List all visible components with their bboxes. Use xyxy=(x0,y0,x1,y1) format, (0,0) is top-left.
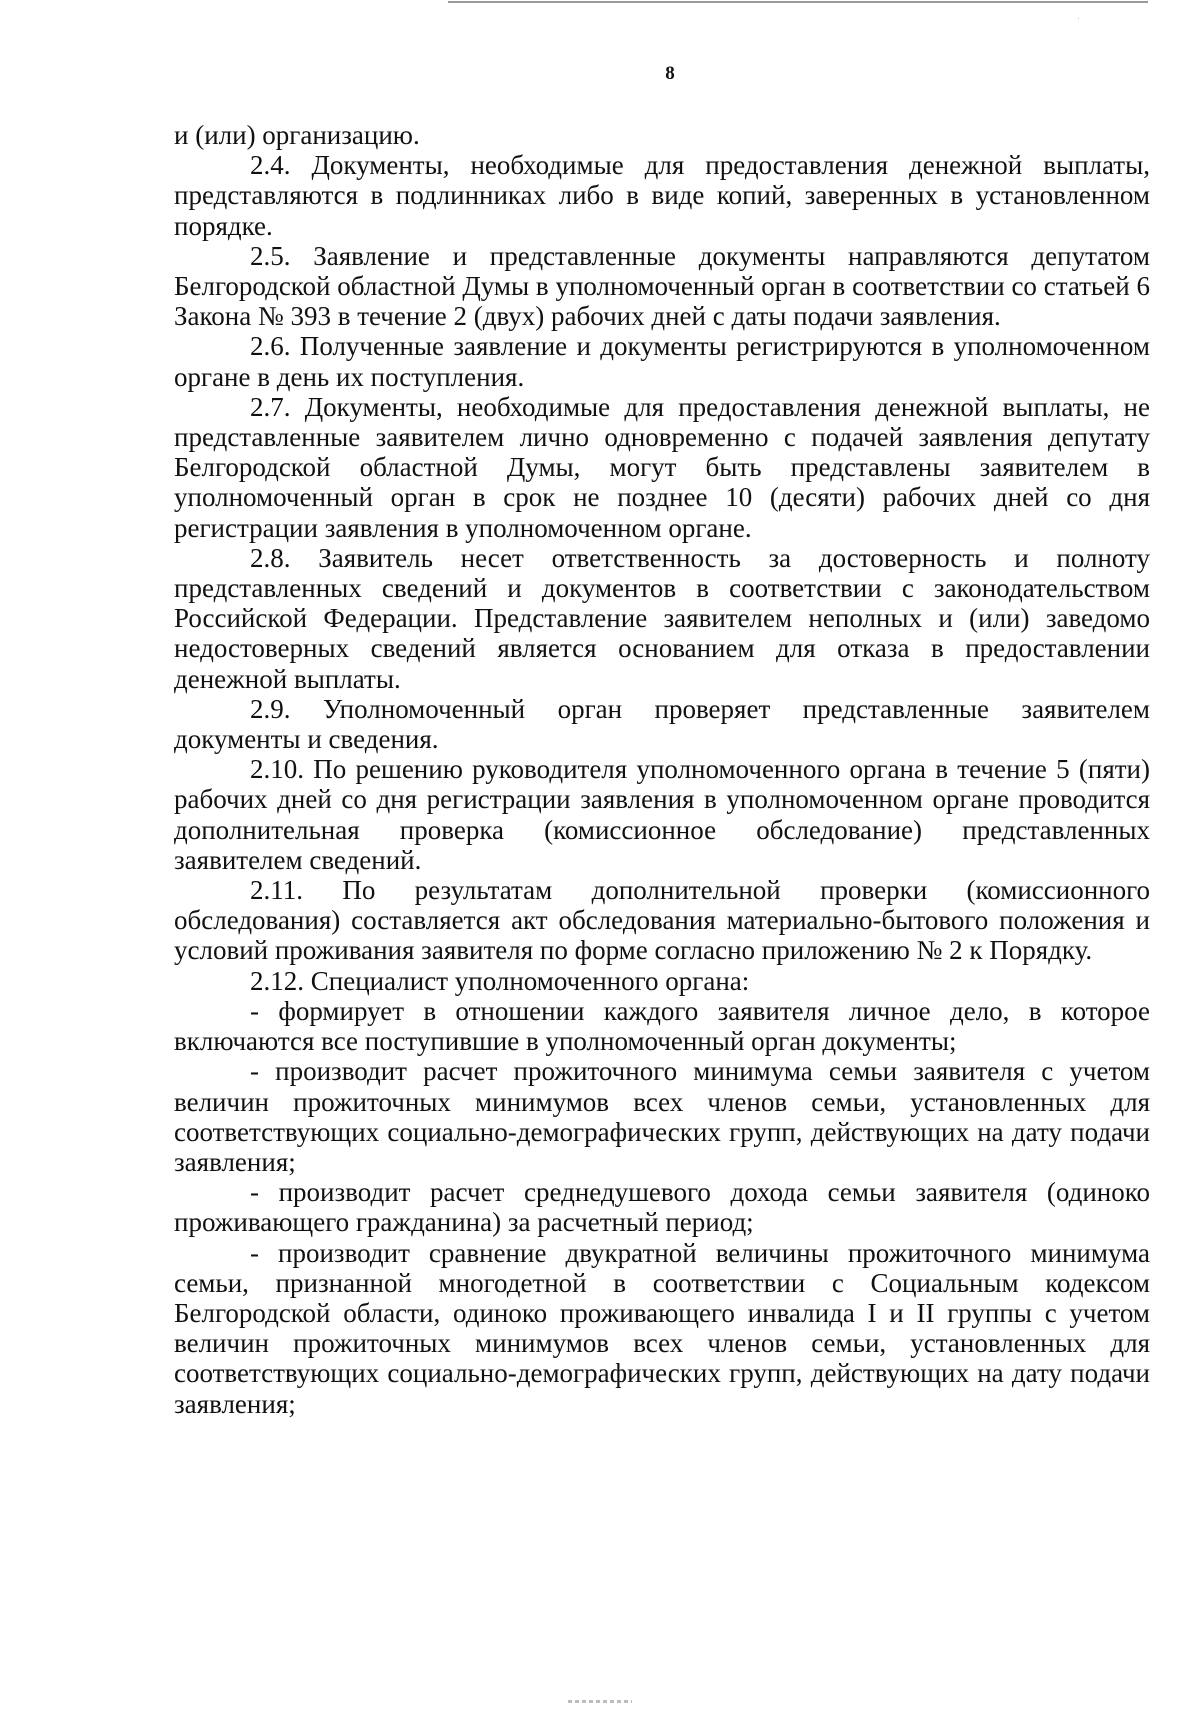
paragraph-continuation: и (или) организацию. xyxy=(174,120,420,150)
paragraph-2-8: 2.8. Заявитель несет ответственность за достоверность и полноту представленных сведений и документов в соответствии с законодательством Российской Федерации. Представление заявителем неполных и (или) заведомо недостоверных сведений является основанием для отказа в предоставлении денежной выплаты. xyxy=(174,542,1150,694)
scan-top-edge-line xyxy=(448,1,1148,3)
paragraph-2-9: 2.9. Уполномоченный орган проверяет представленные заявителем документы и сведения. xyxy=(174,693,1150,755)
list-item-comparison: - производит сравнение двукратной величины прожиточного минимума семьи, признанной многодетной в соответствии с Социальным кодексом Белгородской области, одиноко проживающего инвалида I и II группы с учетом величин прожиточных минимумов всех членов семьи, установленных для соответствующих социально-демографических групп, действующих на дату подачи заявления; xyxy=(174,1237,1150,1419)
page-number: 8 xyxy=(665,63,675,84)
scan-speck xyxy=(1078,18,1079,19)
paragraph-2-4: 2.4. Документы, необходимые для предоставления денежной выплаты, представляются в подлинниках либо в виде копий, заверенных в установленном порядке. xyxy=(174,150,1150,241)
paragraph-2-6: 2.6. Полученные заявление и документы регистрируются в уполномоченном органе в день их поступления. xyxy=(174,331,1150,392)
list-item-personal-file: - формирует в отношении каждого заявителя личное дело, в которое включаются все поступившие в уполномоченный орган документы; xyxy=(174,995,1150,1057)
scan-bottom-mark xyxy=(568,1700,632,1703)
list-item-subsistence-calculation: - производит расчет прожиточного минимума семьи заявителя с учетом величин прожиточных минимумов всех членов семьи, установленных для соответствующих социально-демографических групп, действующих на дату подачи заявления; xyxy=(174,1056,1150,1177)
paragraph-2-5: 2.5. Заявление и представленные документы направляются депутатом Белгородской областной Думы в уполномоченный орган в соответствии со статьей 6 Закона № 393 в течение 2 (двух) рабочих дней с даты подачи заявления. xyxy=(174,240,1150,332)
paragraph-2-10: 2.10. По решению руководителя уполномоченного органа в течение 5 (пяти) рабочих дней со дня регистрации заявления в уполномоченном органе проводится дополнительная проверка (комиссионное обследование) представленных заявителем сведений. xyxy=(174,754,1150,875)
document-body xyxy=(174,120,1150,1419)
paragraph-2-7: 2.7. Документы, необходимые для предоставления денежной выплаты, не представленные заявителем лично одновременно с подачей заявления депутату Белгородской областной Думы, могут быть представлены заявителем в уполномоченный орган в срок не позднее 10 (десяти) рабочих дней со дня регистрации заявления в уполномоченном органе. xyxy=(174,391,1150,543)
paragraph-2-12: 2.12. Специалист уполномоченного органа: xyxy=(250,965,750,996)
list-item-income-calculation: - производит расчет среднедушевого дохода семьи заявителя (одиноко проживающего гражданина) за расчетный период; xyxy=(174,1177,1150,1238)
paragraph-2-11: 2.11. По результатам дополнительной проверки (комиссионного обследования) составляется акт обследования материально-бытового положения и условий проживания заявителя по форме согласно приложению № 2 к Порядку. xyxy=(174,875,1150,966)
